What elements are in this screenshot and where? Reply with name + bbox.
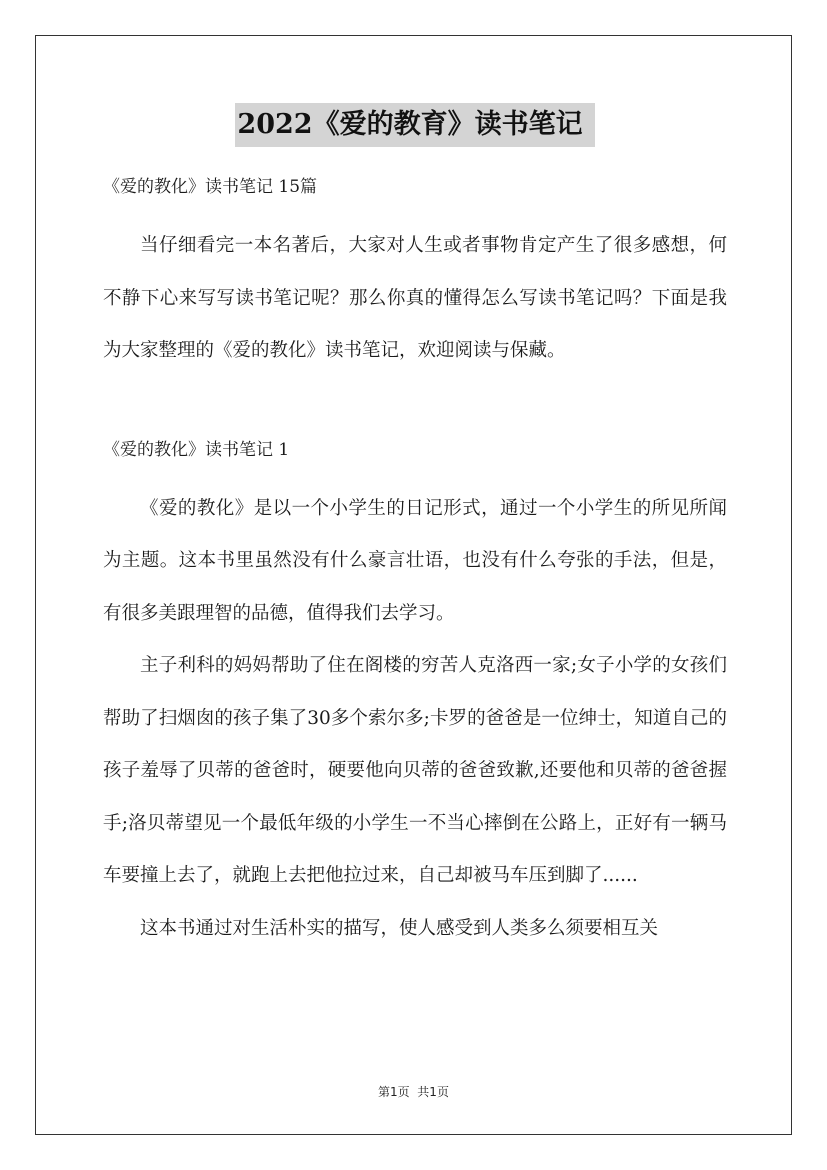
body-paragraph: 《爱的教化》是以一个小学生的日记形式，通过一个小学生的所见所闻为主题。这本书里虽然没有什么豪言壮语，也没有什么夸张的手法，但是，有很多美跟理智的品德，值得我们去学习。 <box>103 497 727 624</box>
section-heading: 《爱的教化》读书笔记 1 <box>103 439 290 460</box>
body-paragraph: 这本书通过对生活朴实的描写，使人感受到人类多么须要相互关 <box>140 917 659 939</box>
body-paragraph: 主子利科的妈妈帮助了住在阁楼的穷苦人克洛西一家;女子小学的女孩们帮助了扫烟囱的孩子集了30多个索尔多;卡罗的爸爸是一位绅士，知道自己的孩子羞辱了贝蒂的爸爸时，硬要他向贝蒂的爸爸致歉,还要他和贝蒂的爸爸握手;洛贝蒂望见一个最低年级的小学生一不当心摔倒在公路上，正好有一辆马车要撞上去了，就跑上去把他拉过来，自己却被马车压到脚了...... <box>103 655 727 886</box>
page-footer: 第1页 共1页 <box>378 1085 449 1099</box>
document-body <box>103 95 727 955</box>
document-subtitle: 《爱的教化》读书笔记 15篇 <box>103 177 318 197</box>
document-title: 2022《爱的教育》读书笔记 <box>103 95 727 150</box>
intro-paragraph: 当仔细看完一本名著后，大家对人生或者事物肯定产生了很多感想，何不静下心来写写读书笔记呢？那么你真的懂得怎么写读书笔记吗？下面是我为大家整理的《爱的教化》读书笔记，欢迎阅读与保藏。 <box>103 235 727 361</box>
